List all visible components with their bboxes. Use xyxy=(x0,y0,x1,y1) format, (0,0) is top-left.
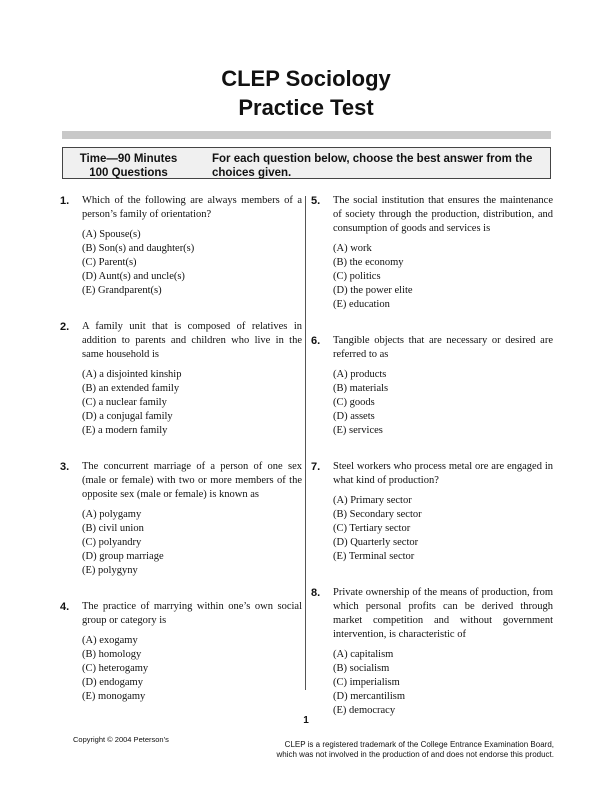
choice-b: (B) an extended family xyxy=(82,383,180,394)
question-5 xyxy=(311,194,553,312)
choice-a: (A) capitalism xyxy=(333,649,394,660)
choice-a: (A) work xyxy=(333,243,372,254)
page-title xyxy=(0,64,612,122)
question-number: 1. xyxy=(60,195,70,207)
trademark-line-2: which was not involved in the production of and does not endorse this product. xyxy=(276,750,554,759)
header-rule xyxy=(62,131,551,139)
choice-d: (D) Quarterly sector xyxy=(333,537,419,548)
choice-d: (D) group marriage xyxy=(82,551,164,562)
choice-c: (C) a nuclear family xyxy=(82,397,167,408)
choice-c: (C) imperialism xyxy=(333,677,400,688)
question-number: 5. xyxy=(311,195,321,207)
right-column xyxy=(311,194,553,718)
question-stem: The social institution that ensures the maintenance of society through the production, distribution, and consumption of goods and services is xyxy=(333,195,553,234)
choice-e: (E) a modern family xyxy=(82,425,168,436)
question-count: 100 Questions xyxy=(89,167,168,179)
instructions xyxy=(212,152,547,180)
choice-e: (E) services xyxy=(333,425,383,436)
question-stem: A family unit that is composed of relatives in addition to parents and children who live in the same household is xyxy=(82,321,302,360)
question-number: 3. xyxy=(60,461,70,473)
choice-d: (D) assets xyxy=(333,411,375,422)
choice-e: (E) Grandparent(s) xyxy=(82,285,162,296)
question-number: 6. xyxy=(311,335,321,347)
question-4 xyxy=(60,600,302,704)
choice-e: (E) Terminal sector xyxy=(333,551,415,562)
question-stem: Tangible objects that are necessary or desired are referred to as xyxy=(333,335,553,360)
choice-a: (A) Spouse(s) xyxy=(82,229,141,240)
choice-a: (A) products xyxy=(333,369,387,380)
choice-e: (E) monogamy xyxy=(82,691,146,702)
choice-a: (A) exogamy xyxy=(82,635,138,646)
question-number: 2. xyxy=(60,321,70,333)
choice-e: (E) polygyny xyxy=(82,565,138,576)
choice-c: (C) Parent(s) xyxy=(82,257,137,268)
question-6 xyxy=(311,334,553,438)
question-stem: Private ownership of the means of production, from which personal profits can be derived through market competition and without government intervention, is characteristic of xyxy=(333,587,553,640)
choice-b: (B) the economy xyxy=(333,257,404,268)
left-column xyxy=(60,194,302,704)
question-number: 7. xyxy=(311,461,321,473)
question-stem: The concurrent marriage of a person of one sex (male or female) with two or more members of the opposite sex (male or female) is known as xyxy=(82,461,302,500)
choice-b: (B) Secondary sector xyxy=(333,509,422,520)
question-stem: Which of the following are always members of a person’s family of orientation? xyxy=(82,195,302,220)
trademark-notice xyxy=(276,740,554,760)
choice-a: (A) polygamy xyxy=(82,509,142,520)
title-line-2: Practice Test xyxy=(238,95,374,120)
choice-a: (A) a disjointed kinship xyxy=(82,369,182,380)
column-divider xyxy=(305,196,306,690)
question-number: 4. xyxy=(60,601,70,613)
question-7 xyxy=(311,460,553,564)
choice-b: (B) civil union xyxy=(82,523,144,534)
choice-b: (B) socialism xyxy=(333,663,390,674)
time-info xyxy=(71,152,186,180)
choice-b: (B) homology xyxy=(82,649,142,660)
choice-d: (D) Aunt(s) and uncle(s) xyxy=(82,271,185,282)
choice-b: (B) materials xyxy=(333,383,389,394)
choice-c: (C) goods xyxy=(333,397,375,408)
question-8 xyxy=(311,586,553,718)
choice-c: (C) heterogamy xyxy=(82,663,149,674)
choice-d: (D) mercantilism xyxy=(333,691,406,702)
copyright-notice: Copyright © 2004 Peterson’s xyxy=(73,735,169,744)
choice-d: (D) a conjugal family xyxy=(82,411,173,422)
question-1 xyxy=(60,194,302,298)
page-number: 1 xyxy=(303,715,309,726)
choice-d: (D) endogamy xyxy=(82,677,143,688)
title-line-1: CLEP Sociology xyxy=(221,66,391,91)
choice-c: (C) polyandry xyxy=(82,537,142,548)
choice-e: (E) democracy xyxy=(333,705,396,716)
choice-c: (C) Tertiary sector xyxy=(333,523,411,534)
test-info-box xyxy=(62,147,551,179)
time-limit: Time—90 Minutes xyxy=(79,153,178,165)
choice-c: (C) politics xyxy=(333,271,381,282)
trademark-line-1: CLEP is a registered trademark of the College Entrance Examination Board, xyxy=(284,740,554,749)
choice-a: (A) Primary sector xyxy=(333,495,412,506)
question-stem: The practice of marrying within one’s own social group or category is xyxy=(82,601,302,626)
question-stem: Steel workers who process metal ore are engaged in what kind of production? xyxy=(333,461,553,486)
choice-b: (B) Son(s) and daughter(s) xyxy=(82,243,195,254)
instructions-line-2: choices given. xyxy=(212,167,292,179)
question-2 xyxy=(60,320,302,438)
choice-e: (E) education xyxy=(333,299,390,310)
question-number: 8. xyxy=(311,587,321,599)
choice-d: (D) the power elite xyxy=(333,285,413,296)
instructions-line-1: For each question below, choose the best answer from the xyxy=(212,153,533,165)
question-3 xyxy=(60,460,302,578)
